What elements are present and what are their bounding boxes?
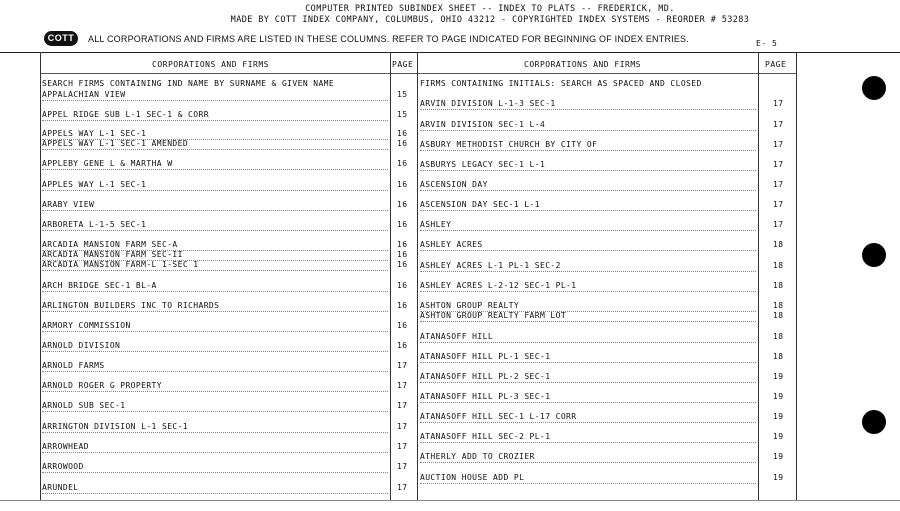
left-page-divider (390, 52, 391, 500)
right-entry-name: ATANASOFF HILL SEC-1 L-17 CORR (420, 412, 577, 421)
left-entry-page: 16 (397, 250, 408, 259)
left-entry-page: 16 (397, 301, 408, 310)
header-publisher: MADE BY COTT INDEX COMPANY, COLUMBUS, OHIO 43212 - COPYRIGHTED INDEX SYSTEMS - REORDER # 53283 (230, 15, 750, 25)
left-entry-rule (42, 190, 388, 191)
right-entry-page: 19 (773, 473, 784, 482)
right-entry-page: 17 (773, 220, 784, 229)
right-entry-name: ASHLEY (420, 220, 452, 229)
right-entry-page: 19 (773, 372, 784, 381)
right-entry-page: 17 (773, 180, 784, 189)
left-entry-page: 16 (397, 200, 408, 209)
left-entry-name: ARCADIA MANSION FARM-L 1-SEC 1 (42, 260, 199, 269)
right-entry-name: ASBURYS LEGACY SEC-1 L-1 (420, 160, 546, 169)
right-entry-page: 19 (773, 412, 784, 421)
right-entry-name: ASCENSION DAY (420, 180, 488, 189)
right-page-header: PAGE (765, 60, 787, 69)
left-entry-name: SEARCH FIRMS CONTAINING IND NAME BY SURNAME & GIVEN NAME (42, 79, 335, 88)
cott-logo: COTT (44, 31, 78, 46)
left-entry-name: APPLEBY GENE L & MARTHA W (42, 159, 173, 168)
right-entry-rule (420, 109, 756, 110)
right-entry-rule (420, 483, 756, 484)
right-entry-rule (420, 130, 756, 131)
right-entry-rule (420, 321, 756, 322)
left-entry-page: 16 (397, 260, 408, 269)
left-entry-name: ARLINGTON BUILDERS INC TO RICHARDS (42, 301, 220, 310)
punch-hole (862, 76, 886, 100)
left-entry-name: ARNOLD ROGER G PROPERTY (42, 381, 162, 390)
right-entry-page: 19 (773, 392, 784, 401)
left-entry-rule (42, 331, 388, 332)
left-entry-page: 16 (397, 341, 408, 350)
left-entry-page: 16 (397, 139, 408, 148)
left-entry-name: APPALACHIAN VIEW (42, 90, 126, 99)
right-entry-page: 18 (773, 352, 784, 361)
left-entry-rule (42, 371, 388, 372)
left-entry-rule (42, 270, 388, 271)
left-entry-page: 17 (397, 381, 408, 390)
left-entry-name: ARNOLD FARMS (42, 361, 105, 370)
right-entry-name: ATANASOFF HILL SEC-2 PL-1 (420, 432, 551, 441)
right-entry-rule (420, 190, 756, 191)
left-entry-name: ARUNDEL (42, 483, 79, 492)
right-entry-name: AUCTION HOUSE ADD PL (420, 473, 525, 482)
left-entry-name: ARCADIA MANSION FARM SEC-A (42, 240, 178, 249)
left-entry-page: 17 (397, 442, 408, 451)
right-entry-page: 18 (773, 332, 784, 341)
right-entry-name: FIRMS CONTAINING INITIALS: SEARCH AS SPACED AND CLOSED (420, 79, 702, 88)
right-entry-page: 17 (773, 160, 784, 169)
left-entry-rule (42, 210, 388, 211)
right-entry-rule (420, 210, 756, 211)
left-entry-name: ARROWHEAD (42, 442, 89, 451)
right-entry-rule (420, 250, 756, 251)
right-entry-rule (420, 291, 756, 292)
left-entry-page: 17 (397, 462, 408, 471)
left-entry-rule (42, 351, 388, 352)
right-entry-page: 17 (773, 120, 784, 129)
left-entry-rule (42, 291, 388, 292)
right-entry-name: ATHERLY ADD TO CROZIER (420, 452, 535, 461)
left-entry-page: 16 (397, 159, 408, 168)
left-entry-name: ARMORY COMMISSION (42, 321, 131, 330)
left-entry-name: ARBORETA L-1-5 SEC-1 (42, 220, 147, 229)
right-entry-name: ASHLEY ACRES (420, 240, 483, 249)
right-entry-name: ASBURY METHODIST CHURCH BY CITY OF (420, 140, 598, 149)
left-entry-rule (42, 493, 388, 494)
right-entry-name: ASCENSION DAY SEC-1 L-1 (420, 200, 540, 209)
left-entry-name: APPELS WAY L-1 SEC-1 AMENDED (42, 139, 189, 148)
left-entry-name: APPEL RIDGE SUB L-1 SEC-1 & CORR (42, 110, 209, 119)
right-entry-name: ATANASOFF HILL PL-1 SEC-1 (420, 352, 551, 361)
left-entry-name: ARROWOOD (42, 462, 84, 471)
left-entry-rule (42, 149, 388, 150)
right-entry-page: 18 (773, 240, 784, 249)
right-entry-rule (420, 271, 756, 272)
left-entry-name: APPLES WAY L-1 SEC-1 (42, 180, 147, 189)
right-entry-name: ATANASOFF HILL PL-3 SEC-1 (420, 392, 551, 401)
right-entry-page: 17 (773, 99, 784, 108)
right-margin-line (796, 52, 797, 500)
left-entry-name: ARCADIA MANSION FARM SEC-II (42, 250, 183, 259)
left-entry-page: 16 (397, 240, 408, 249)
left-entry-page: 16 (397, 321, 408, 330)
right-entry-rule (420, 402, 756, 403)
instruction-notice: ALL CORPORATIONS AND FIRMS ARE LISTED IN THESE COLUMNS. REFER TO PAGE INDICATED FOR BEGINNING OF INDEX ENTRIES. (88, 34, 689, 44)
left-entry-rule (42, 169, 388, 170)
right-page-divider (758, 52, 759, 500)
right-entry-name: ASHLEY ACRES L-1 PL-1 SEC-2 (420, 261, 561, 270)
left-entry-page: 16 (397, 129, 408, 138)
left-entry-rule (42, 100, 388, 101)
right-entry-page: 19 (773, 432, 784, 441)
left-entry-rule (42, 452, 388, 453)
right-entry-page: 18 (773, 311, 784, 320)
left-entry-rule (42, 472, 388, 473)
sheet-number: E- 5 (756, 39, 778, 48)
left-entry-page: 17 (397, 483, 408, 492)
left-entry-page: 15 (397, 110, 408, 119)
right-entry-rule (420, 342, 756, 343)
right-entry-rule (420, 150, 756, 151)
right-entry-page: 17 (773, 200, 784, 209)
left-page-header: PAGE (392, 60, 414, 69)
header-title: COMPUTER PRINTED SUBINDEX SHEET -- INDEX TO PLATS -- FREDERICK, MD. (305, 4, 675, 14)
right-entry-page: 18 (773, 261, 784, 270)
left-entry-rule (42, 411, 388, 412)
right-entry-rule (420, 382, 756, 383)
left-entry-name: ARABY VIEW (42, 200, 95, 209)
left-entry-page: 16 (397, 220, 408, 229)
left-entry-page: 17 (397, 401, 408, 410)
punch-hole (862, 410, 886, 434)
top-rule (0, 52, 900, 53)
right-entry-page: 19 (773, 452, 784, 461)
left-entry-page: 17 (397, 361, 408, 370)
right-entry-name: ASHTON GROUP REALTY FARM LOT (420, 311, 567, 320)
left-entry-rule (42, 311, 388, 312)
right-entry-page: 18 (773, 281, 784, 290)
left-entry-rule (42, 120, 388, 121)
left-entry-name: APPELS WAY L-1 SEC-1 (42, 129, 147, 138)
right-entry-rule (420, 170, 756, 171)
center-divider (417, 52, 418, 500)
left-entry-page: 16 (397, 180, 408, 189)
right-entry-name: ARVIN DIVISION SEC-1 L-4 (420, 120, 546, 129)
left-entry-name: ARRINGTON DIVISION L-1 SEC-1 (42, 422, 189, 431)
right-entry-rule (420, 422, 756, 423)
right-entry-page: 18 (773, 301, 784, 310)
bottom-rule (0, 500, 900, 501)
left-entry-rule (42, 432, 388, 433)
right-entry-rule (420, 442, 756, 443)
right-column-header: CORPORATIONS AND FIRMS (524, 60, 641, 69)
left-entry-rule (42, 230, 388, 231)
left-entry-name: ARNOLD SUB SEC-1 (42, 401, 126, 410)
right-entry-name: ATANASOFF HILL PL-2 SEC-1 (420, 372, 551, 381)
right-entry-name: ATANASOFF HILL (420, 332, 494, 341)
left-entry-page: 15 (397, 90, 408, 99)
left-entry-rule (42, 391, 388, 392)
right-entry-rule (420, 362, 756, 363)
left-entry-name: ARNOLD DIVISION (42, 341, 121, 350)
right-entry-name: ASHLEY ACRES L-2-12 SEC-1 PL-1 (420, 281, 577, 290)
left-entry-page: 17 (397, 422, 408, 431)
left-entry-name: ARCH BRIDGE SEC-1 BL-A (42, 281, 157, 290)
right-entry-name: ASHTON GROUP REALTY (420, 301, 520, 310)
left-entry-page: 16 (397, 281, 408, 290)
column-header-rule (40, 73, 796, 74)
right-entry-page: 17 (773, 140, 784, 149)
right-entry-rule (420, 462, 756, 463)
right-entry-rule (420, 230, 756, 231)
right-entry-name: ARVIN DIVISION L-1-3 SEC-1 (420, 99, 556, 108)
left-margin-line (40, 52, 41, 500)
left-column-header: CORPORATIONS AND FIRMS (152, 60, 269, 69)
punch-hole (862, 243, 886, 267)
